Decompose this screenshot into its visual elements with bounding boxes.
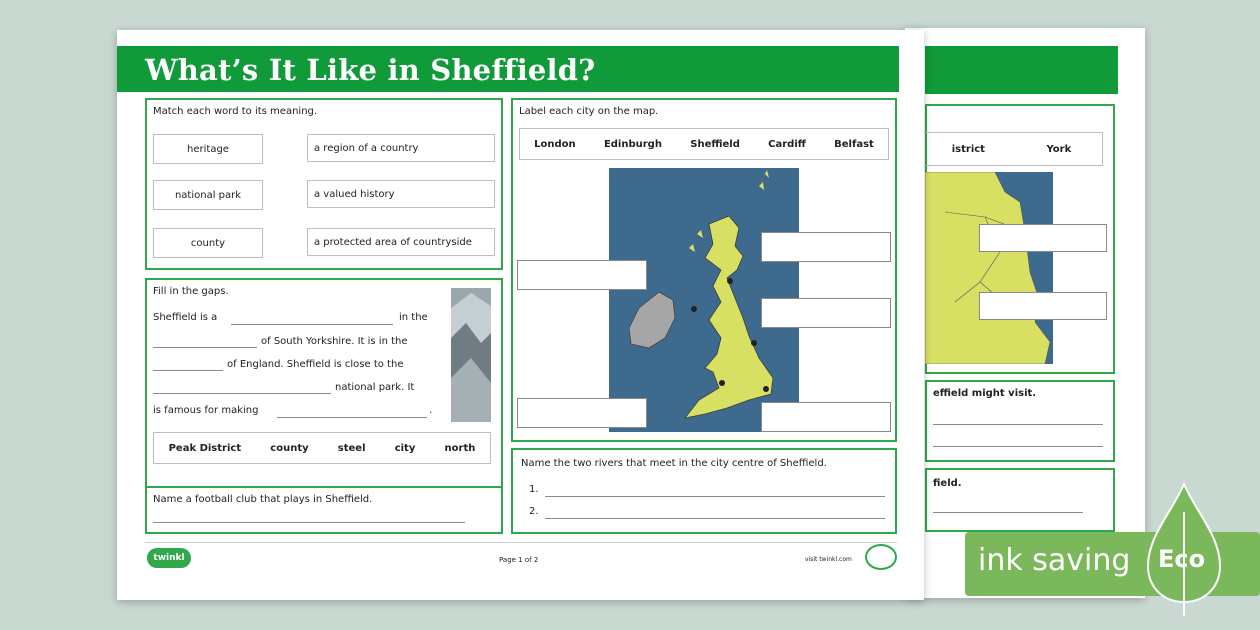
answer-line[interactable] bbox=[933, 512, 1083, 513]
footer-divider bbox=[145, 542, 897, 543]
answer-line[interactable] bbox=[545, 496, 885, 497]
twinkl-logo: twinkl bbox=[147, 548, 191, 568]
label-box[interactable] bbox=[761, 402, 891, 432]
label-box[interactable] bbox=[517, 398, 647, 428]
city-dot bbox=[719, 380, 725, 386]
fill-text: Sheffield is a bbox=[153, 312, 218, 323]
word-bank-item: north bbox=[444, 442, 476, 454]
fill-text: of South Yorkshire. It is in the bbox=[261, 336, 408, 347]
match-word[interactable]: national park bbox=[153, 180, 263, 210]
header-band bbox=[117, 46, 899, 92]
city-name: Belfast bbox=[834, 138, 874, 150]
answer-line[interactable] bbox=[545, 518, 885, 519]
football-box bbox=[145, 486, 503, 534]
match-box bbox=[145, 98, 503, 270]
footer-url: visit twinkl.com bbox=[805, 556, 852, 563]
answer-number: 1. bbox=[529, 484, 539, 495]
fill-text: . bbox=[429, 405, 433, 416]
worksheet-page-1 bbox=[117, 30, 924, 600]
question-text: field. bbox=[933, 478, 962, 489]
fill-text: in the bbox=[399, 312, 428, 323]
label-box[interactable] bbox=[979, 292, 1107, 320]
label-box[interactable] bbox=[761, 298, 891, 328]
label-box[interactable] bbox=[979, 224, 1107, 252]
page-2-visit-box bbox=[925, 380, 1115, 462]
answer-line[interactable] bbox=[933, 446, 1103, 447]
gap-line[interactable] bbox=[277, 417, 427, 418]
match-word[interactable]: county bbox=[153, 228, 263, 258]
ink-saving-label: ink saving bbox=[978, 543, 1131, 578]
page-2-word-bank bbox=[921, 132, 1103, 166]
match-instruction: Match each word to its meaning. bbox=[153, 106, 318, 117]
city-dot bbox=[751, 340, 757, 346]
gap-line[interactable] bbox=[153, 347, 257, 348]
landscape-photo bbox=[451, 288, 491, 422]
page-2-map-box bbox=[925, 104, 1115, 374]
map-box bbox=[511, 98, 897, 442]
city-name: London bbox=[534, 138, 576, 150]
fill-instruction: Fill in the gaps. bbox=[153, 286, 229, 297]
answer-line[interactable] bbox=[933, 424, 1103, 425]
fill-text: national park. It bbox=[335, 382, 415, 393]
page-2-header bbox=[925, 46, 1118, 94]
rivers-question: Name the two rivers that meet in the city centre of Sheffield. bbox=[521, 458, 827, 469]
fill-text: is famous for making bbox=[153, 405, 259, 416]
visit-question: effield might visit. bbox=[933, 388, 1037, 399]
rivers-box bbox=[511, 448, 897, 534]
football-question: Name a football club that plays in Sheffield. bbox=[153, 494, 373, 505]
word-bank-item: county bbox=[270, 442, 309, 454]
page-title: What’s It Like in Sheffield? bbox=[145, 53, 596, 87]
word-bank-item: city bbox=[394, 442, 416, 454]
word-bank bbox=[153, 432, 491, 464]
city-dot bbox=[691, 306, 697, 312]
fill-gaps-box bbox=[145, 278, 503, 498]
label-box[interactable] bbox=[517, 260, 647, 290]
city-name: Edinburgh bbox=[603, 138, 662, 150]
word-bank-item: istrict bbox=[951, 143, 985, 155]
match-meaning[interactable]: a region of a country bbox=[307, 134, 495, 162]
footer-badge-icon bbox=[865, 544, 897, 570]
word-bank-item: Peak District bbox=[168, 442, 242, 454]
gap-line[interactable] bbox=[153, 393, 331, 394]
answer-number: 2. bbox=[529, 506, 539, 517]
worksheet-page-2 bbox=[905, 28, 1145, 598]
label-box[interactable] bbox=[761, 232, 891, 262]
gap-line[interactable] bbox=[231, 324, 393, 325]
page-number: Page 1 of 2 bbox=[499, 556, 539, 564]
answer-line[interactable] bbox=[153, 522, 465, 523]
gap-line[interactable] bbox=[153, 370, 223, 371]
city-name: Cardiff bbox=[768, 138, 806, 150]
match-word[interactable]: heritage bbox=[153, 134, 263, 164]
city-dot bbox=[727, 278, 733, 284]
fill-text: of England. Sheffield is close to the bbox=[227, 359, 404, 370]
map-instruction: Label each city on the map. bbox=[519, 106, 659, 117]
page-2-question-box bbox=[925, 468, 1115, 532]
page-2-map bbox=[925, 172, 1053, 364]
eco-label: Eco bbox=[1158, 545, 1206, 573]
city-dot bbox=[763, 386, 769, 392]
city-word-bank bbox=[519, 128, 889, 160]
match-meaning[interactable]: a protected area of countryside bbox=[307, 228, 495, 256]
word-bank-item: York bbox=[1046, 143, 1072, 155]
word-bank-item: steel bbox=[337, 442, 366, 454]
match-meaning[interactable]: a valued history bbox=[307, 180, 495, 208]
city-name: Sheffield bbox=[690, 138, 740, 150]
